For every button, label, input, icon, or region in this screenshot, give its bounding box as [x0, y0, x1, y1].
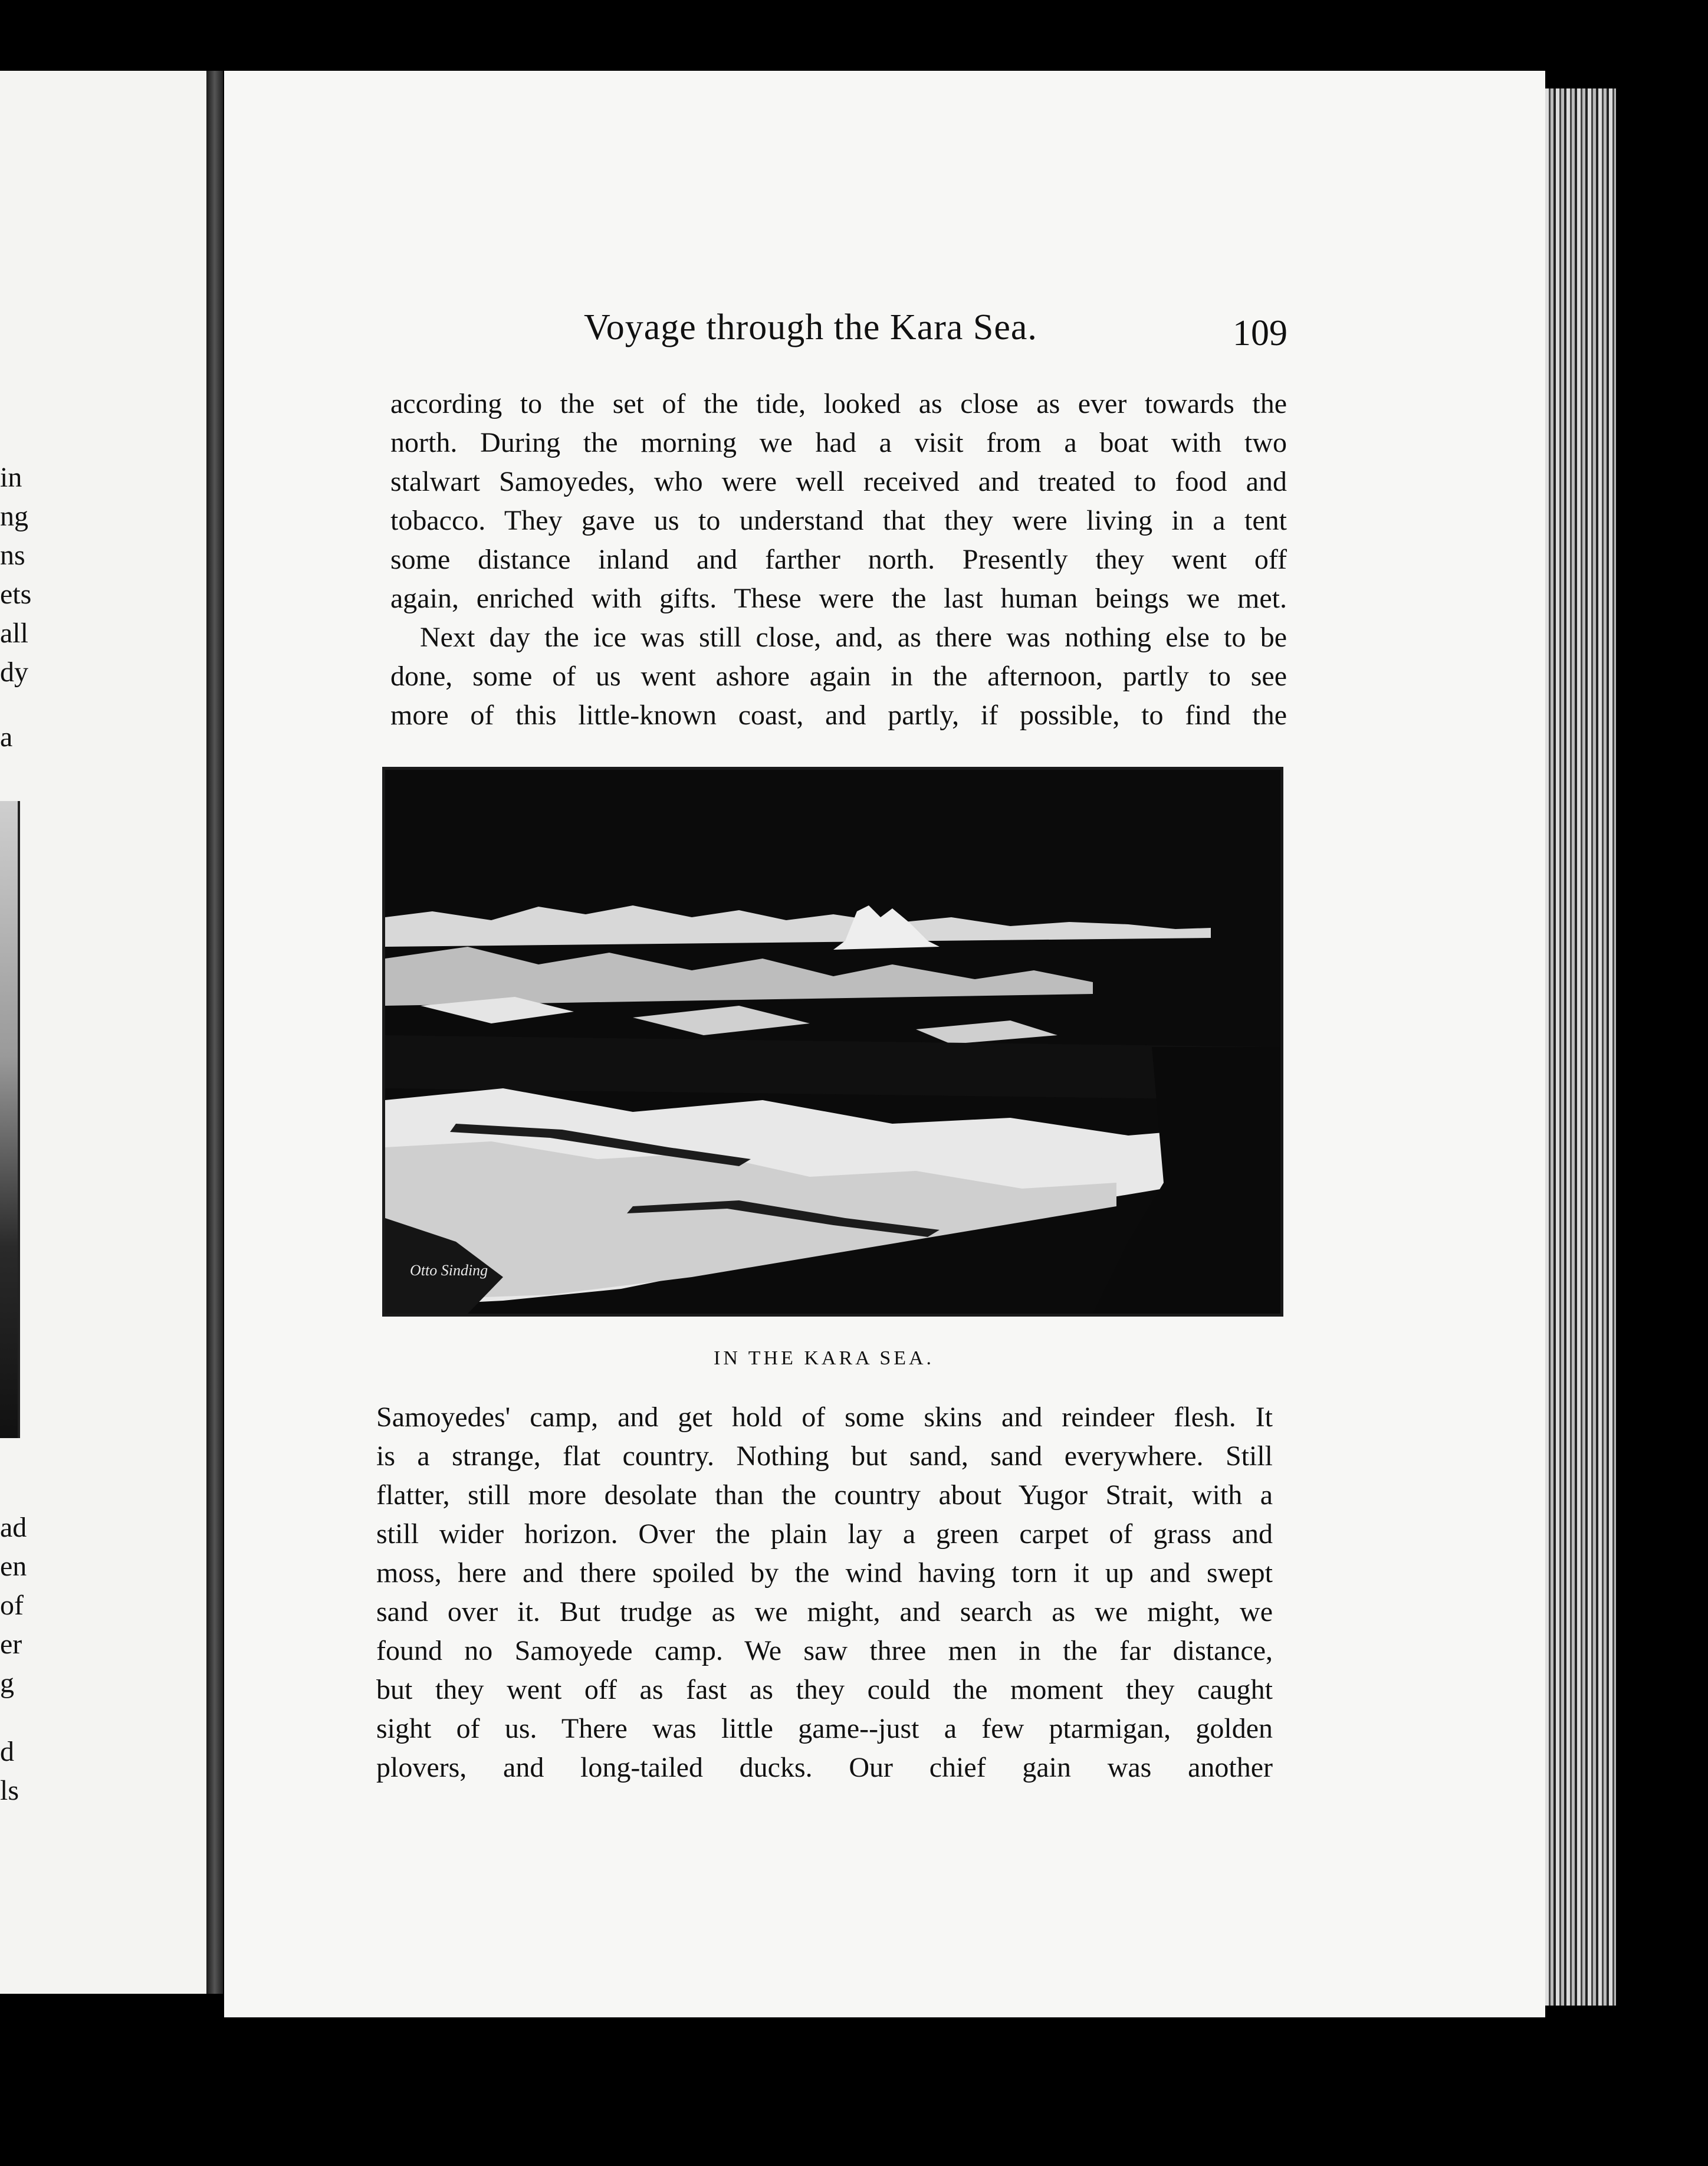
fragment: er — [0, 1629, 22, 1660]
kara-sea-illustration — [382, 767, 1283, 1317]
text-line: according to the set of the tide, looked as close as ever towards the — [390, 388, 1287, 419]
fragment: d — [0, 1736, 14, 1767]
paragraph-top — [390, 385, 1287, 735]
ice-sea-drawing — [385, 770, 1280, 1314]
fragment: ets — [0, 579, 32, 610]
text-line: is a strange, flat country. Nothing but sand, sand everywhere. Still — [376, 1440, 1273, 1472]
text-line: still wider horizon. Over the plain lay a green carpet of grass and — [376, 1518, 1273, 1550]
text-line: done, some of us went ashore again in the afternoon, partly to see — [390, 661, 1287, 692]
fragment: of — [0, 1590, 24, 1621]
page-edges — [1545, 88, 1616, 2006]
artist-signature: Otto Sinding — [410, 1262, 488, 1279]
text-line: stalwart Samoyedes, who were well received and treated to food and — [390, 466, 1287, 497]
fragment: ng — [0, 501, 28, 532]
text-line: more of this little-known coast, and partly, if possible, to find the — [390, 700, 1287, 731]
text-line: sight of us. There was little game--just a few ptarmigan, golden — [376, 1713, 1273, 1744]
text-line: but they went off as fast as they could the moment they caught — [376, 1674, 1273, 1705]
text-line: some distance inland and farther north. Presently they went off — [390, 544, 1287, 575]
text-line: flatter, still more desolate than the country about Yugor Strait, with a — [376, 1479, 1273, 1511]
text-line: moss, here and there spoiled by the wind having torn it up and swept — [376, 1557, 1273, 1589]
illustration-caption: IN THE KARA SEA. — [714, 1347, 935, 1369]
previous-page — [0, 71, 206, 1994]
fragment: in — [0, 462, 22, 493]
text-line: Next day the ice was still close, and, as there was nothing else to be — [420, 622, 1287, 653]
page-number: 109 — [1233, 313, 1287, 353]
fragment: ad — [0, 1512, 27, 1543]
text-line: Samoyedes' camp, and get hold of some skins and reindeer flesh. It — [376, 1402, 1273, 1433]
fragment: ls — [0, 1775, 19, 1806]
text-line: again, enriched with gifts. These were the last human beings we met. — [390, 583, 1287, 614]
paragraph-bottom — [376, 1398, 1273, 1787]
fragment: all — [0, 618, 28, 649]
text-line: found no Samoyede camp. We saw three men in the far distance, — [376, 1635, 1273, 1666]
previous-page-illustration-edge — [0, 801, 20, 1438]
text-line: plovers, and long-tailed ducks. Our chief gain was another — [376, 1752, 1273, 1783]
text-line: sand over it. But trudge as we might, and search as we might, we — [376, 1596, 1273, 1627]
fragment: dy — [0, 657, 28, 688]
fragment: en — [0, 1551, 27, 1582]
fragment: a — [0, 721, 13, 753]
fragment: ns — [0, 540, 25, 571]
fragment: g — [0, 1668, 14, 1699]
book-gutter — [206, 71, 223, 1994]
running-head: Voyage through the Kara Sea. — [584, 307, 1037, 347]
text-line: north. During the morning we had a visit from a boat with two — [390, 427, 1287, 458]
text-line: tobacco. They gave us to understand that they were living in a tent — [390, 505, 1287, 536]
